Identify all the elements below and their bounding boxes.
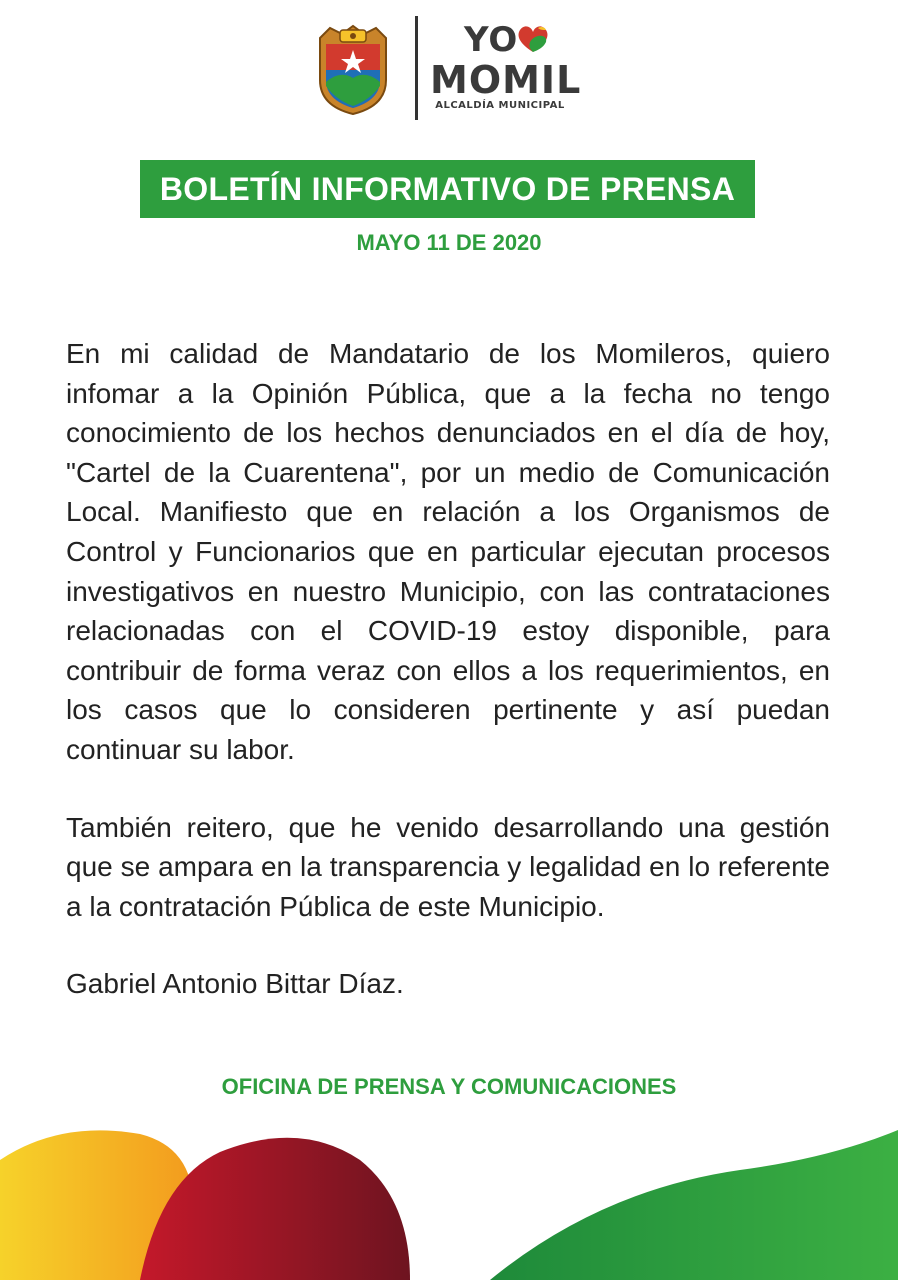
paragraph-1: En mi calidad de Mandatario de los Momileros, quiero infomar a la Opinión Pública, que a la fecha no tengo conocimiento de los hechos denunciados en el día de hoy, "Cartel de la Cuarentena", por un medio de Comunicación Local. Manifiesto que en relación a los Organismos de Control y Funcionarios que en particular ejecutan procesos investigativos en nuestro Municipio, con las contrataciones relacionadas con el COVID-19 estoy disponible, para contribuir de forma veraz con ellos a los requerimientos, en los casos que lo consideren pertinente y así puedan continuar su labor.	[66, 338, 830, 765]
signature: Gabriel Antonio Bittar Díaz.	[66, 968, 404, 1000]
decorative-waves	[0, 1100, 898, 1280]
brand-logo	[430, 20, 600, 120]
green-shape	[490, 1130, 898, 1280]
heart-icon	[516, 24, 550, 54]
paragraph-2: También reitero, que he venido desarrollando una gestión que se ampara en la transparencia y legalidad en lo referente a la contratación Pública de este Municipio.	[66, 811, 830, 922]
coat-of-arms-icon	[310, 20, 396, 116]
brand-yo: YO	[464, 20, 519, 60]
title-banner	[140, 160, 755, 218]
red-shape	[140, 1138, 410, 1280]
bulletin-body	[66, 334, 830, 1042]
page-title: BOLETÍN INFORMATIVO DE PRENSA	[159, 170, 736, 207]
brand-momil: MOMIL	[430, 58, 582, 102]
bulletin-date: MAYO 11 DE 2020	[356, 230, 542, 255]
footer-office: OFICINA DE PRENSA Y COMUNICACIONES	[221, 1074, 677, 1099]
brand-subtitle: ALCALDÍA MUNICIPAL	[435, 100, 565, 111]
header-divider	[415, 16, 418, 120]
